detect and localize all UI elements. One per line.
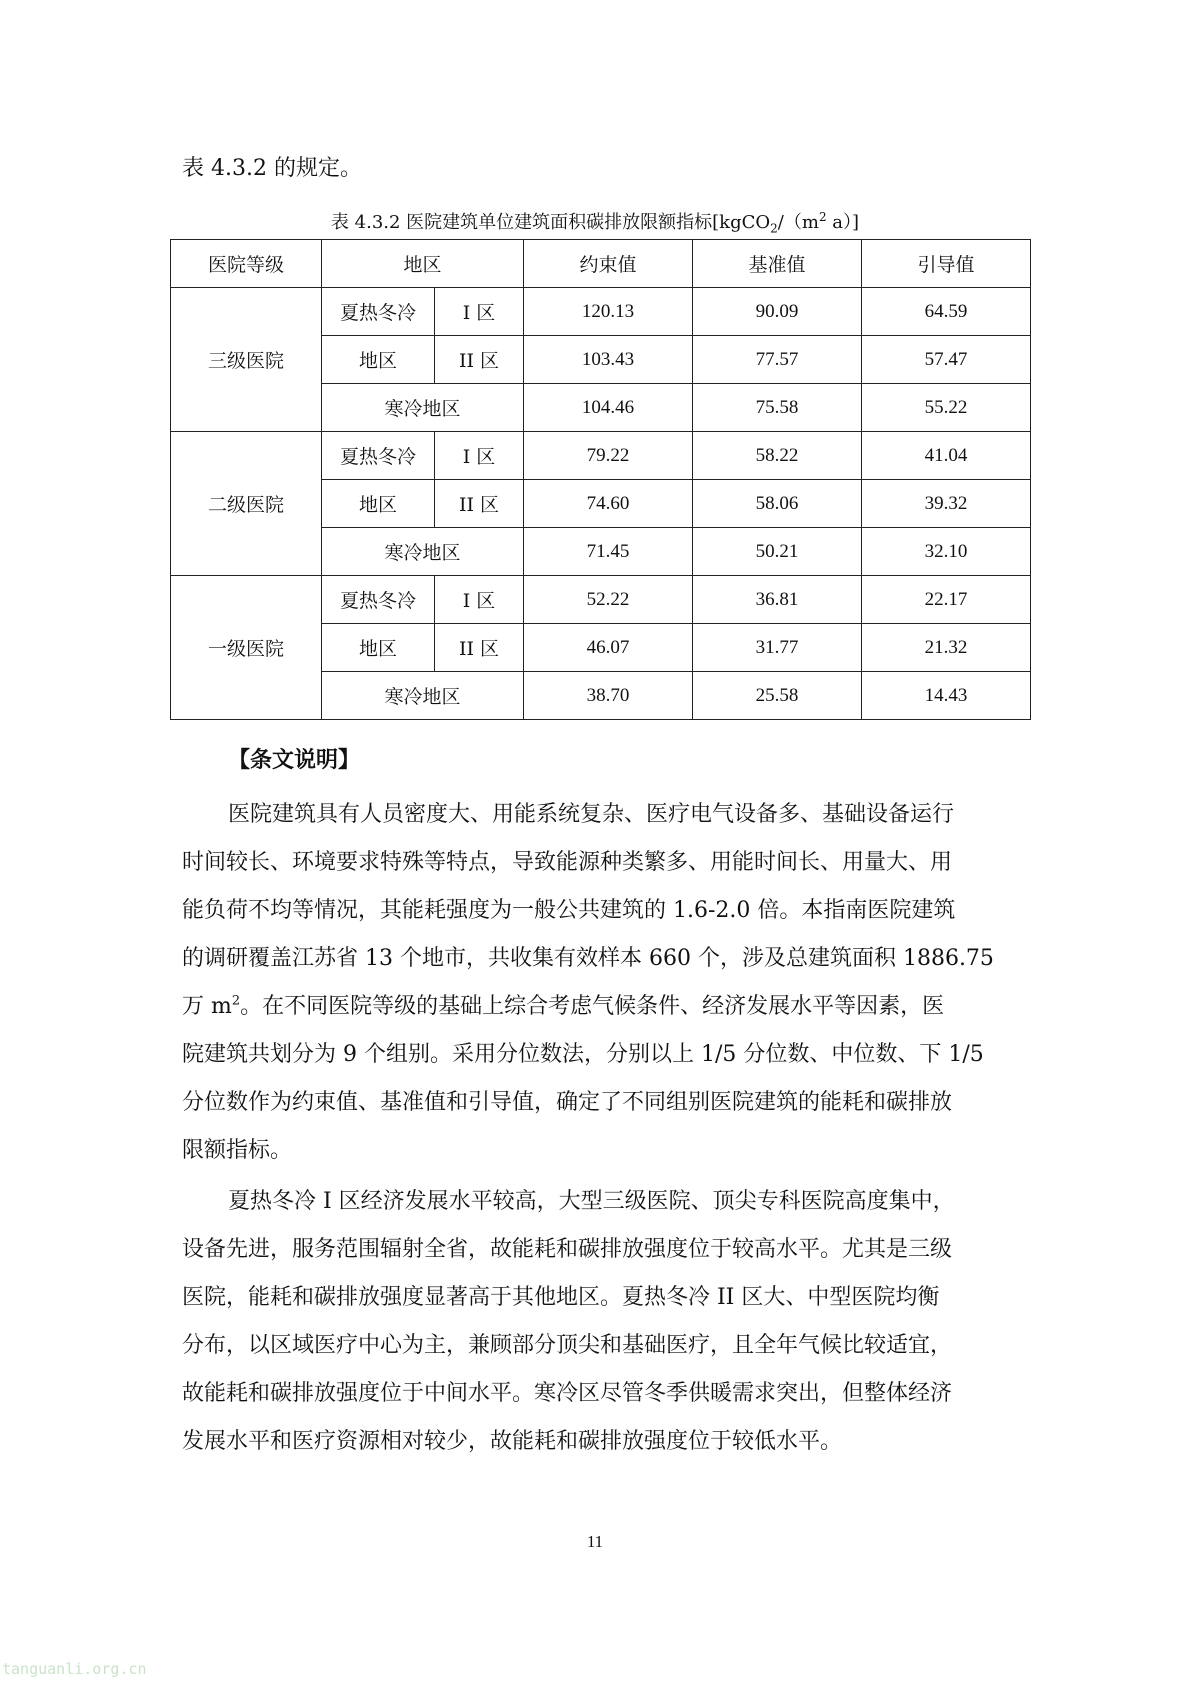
paragraph-line: 夏热冬冷 I 区经济发展水平较高，大型三级医院、顶尖专科医院高度集中， [228,1189,955,1214]
zone-cell: I 区 [435,288,524,336]
baseline-cell: 31.77 [693,624,862,672]
explanation-paragraph-1 [182,791,1020,1175]
region-cell: 地区 [322,336,435,384]
guide-cell: 32.10 [862,528,1031,576]
paragraph-line: 医院建筑具有人员密度大、用能系统复杂、医疗电气设备多、基础设备运行 [228,802,955,827]
paragraph-line: 限额指标。 [182,1138,293,1163]
watermark: tanguanli.org.cn [2,1660,147,1678]
grade-cell: 二级医院 [171,432,322,576]
constraint-cell: 104.46 [524,384,693,432]
paragraph-line: 故能耗和碳排放强度位于中间水平。寒冷区尽管冬季供暖需求突出，但整体经济 [182,1381,953,1406]
region-cell: 寒冷地区 [322,672,524,720]
guide-cell: 39.32 [862,480,1031,528]
constraint-cell: 71.45 [524,528,693,576]
paragraph-line: 时间较长、环境要求特殊等特点，导致能源种类繁多、用能时间长、用量大、用 [182,850,953,875]
region-cell: 寒冷地区 [322,528,524,576]
guide-cell: 41.04 [862,432,1031,480]
constraint-cell: 79.22 [524,432,693,480]
carbon-limit-table [170,239,1031,720]
table-row [171,576,1031,624]
constraint-cell: 120.13 [524,288,693,336]
region-cell: 夏热冬冷 [322,288,435,336]
explanation-heading: 【条文说明】 [228,748,361,773]
zone-cell: II 区 [435,624,524,672]
baseline-cell: 36.81 [693,576,862,624]
paragraph-line: 院建筑共划分为 9 个组别。采用分位数法，分别以上 1/5 分位数、中位数、下 1/5 [182,1042,984,1067]
table-row [171,432,1031,480]
table-caption [0,202,1190,244]
caption-end: a）] [826,212,860,233]
baseline-cell: 90.09 [693,288,862,336]
lead-text: 表 4.3.2 的规定。 [182,156,362,181]
zone-cell: II 区 [435,480,524,528]
caption-mid: /（m [777,212,819,233]
region-cell: 夏热冬冷 [322,576,435,624]
paragraph-line [182,983,1020,1031]
baseline-cell: 77.57 [693,336,862,384]
explanation-paragraph-2 [182,1178,1020,1466]
baseline-cell: 25.58 [693,672,862,720]
superscript-two: 2 [231,993,241,1009]
region-cell: 地区 [322,480,435,528]
guide-cell: 22.17 [862,576,1031,624]
line-suffix: 。在不同医院等级的基础上综合考虑气候条件、经济发展水平等因素，医 [240,994,945,1019]
paragraph-line: 分位数作为约束值、基准值和引导值，确定了不同组别医院建筑的能耗和碳排放 [182,1090,953,1115]
region-cell: 寒冷地区 [322,384,524,432]
zone-cell: I 区 [435,576,524,624]
constraint-cell: 46.07 [524,624,693,672]
baseline-cell: 75.58 [693,384,862,432]
line-prefix: 万 m [182,994,232,1019]
caption-subscript: 2 [770,221,778,236]
paragraph-line: 设备先进，服务范围辐射全省，故能耗和碳排放强度位于较高水平。尤其是三级 [182,1237,953,1262]
zone-cell: II 区 [435,336,524,384]
guide-cell: 21.32 [862,624,1031,672]
caption-main: 表 4.3.2 医院建筑单位建筑面积碳排放限额指标[kgCO [330,212,771,233]
constraint-cell: 74.60 [524,480,693,528]
paragraph-line: 发展水平和医疗资源相对较少，故能耗和碳排放强度位于较低水平。 [182,1429,843,1454]
constraint-cell: 52.22 [524,576,693,624]
caption-superscript: 2 [818,210,827,224]
guide-cell: 64.59 [862,288,1031,336]
header-baseline: 基准值 [693,240,862,288]
region-cell: 地区 [322,624,435,672]
constraint-cell: 38.70 [524,672,693,720]
grade-cell: 三级医院 [171,288,322,432]
table-row [171,288,1031,336]
paragraph-line: 的调研覆盖江苏省 13 个地市，共收集有效样本 660 个，涉及总建筑面积 1886.75 [182,946,994,971]
baseline-cell: 50.21 [693,528,862,576]
header-region: 地区 [322,240,524,288]
guide-cell: 55.22 [862,384,1031,432]
page-number: 11 [586,1532,604,1551]
constraint-cell: 103.43 [524,336,693,384]
header-constraint: 约束值 [524,240,693,288]
paragraph-line: 医院，能耗和碳排放强度显著高于其他地区。夏热冬冷 II 区大、中型医院均衡 [182,1285,940,1310]
baseline-cell: 58.06 [693,480,862,528]
paragraph-line: 能负荷不均等情况，其能耗强度为一般公共建筑的 1.6-2.0 倍。本指南医院建筑 [182,898,956,923]
region-cell: 夏热冬冷 [322,432,435,480]
table-header-row [171,240,1031,288]
zone-cell: I 区 [435,432,524,480]
paragraph-line: 分布，以区域医疗中心为主，兼顾部分顶尖和基础医疗，且全年气候比较适宜， [182,1333,953,1358]
header-guide: 引导值 [862,240,1031,288]
header-grade: 医院等级 [171,240,322,288]
grade-cell: 一级医院 [171,576,322,720]
baseline-cell: 58.22 [693,432,862,480]
guide-cell: 14.43 [862,672,1031,720]
guide-cell: 57.47 [862,336,1031,384]
